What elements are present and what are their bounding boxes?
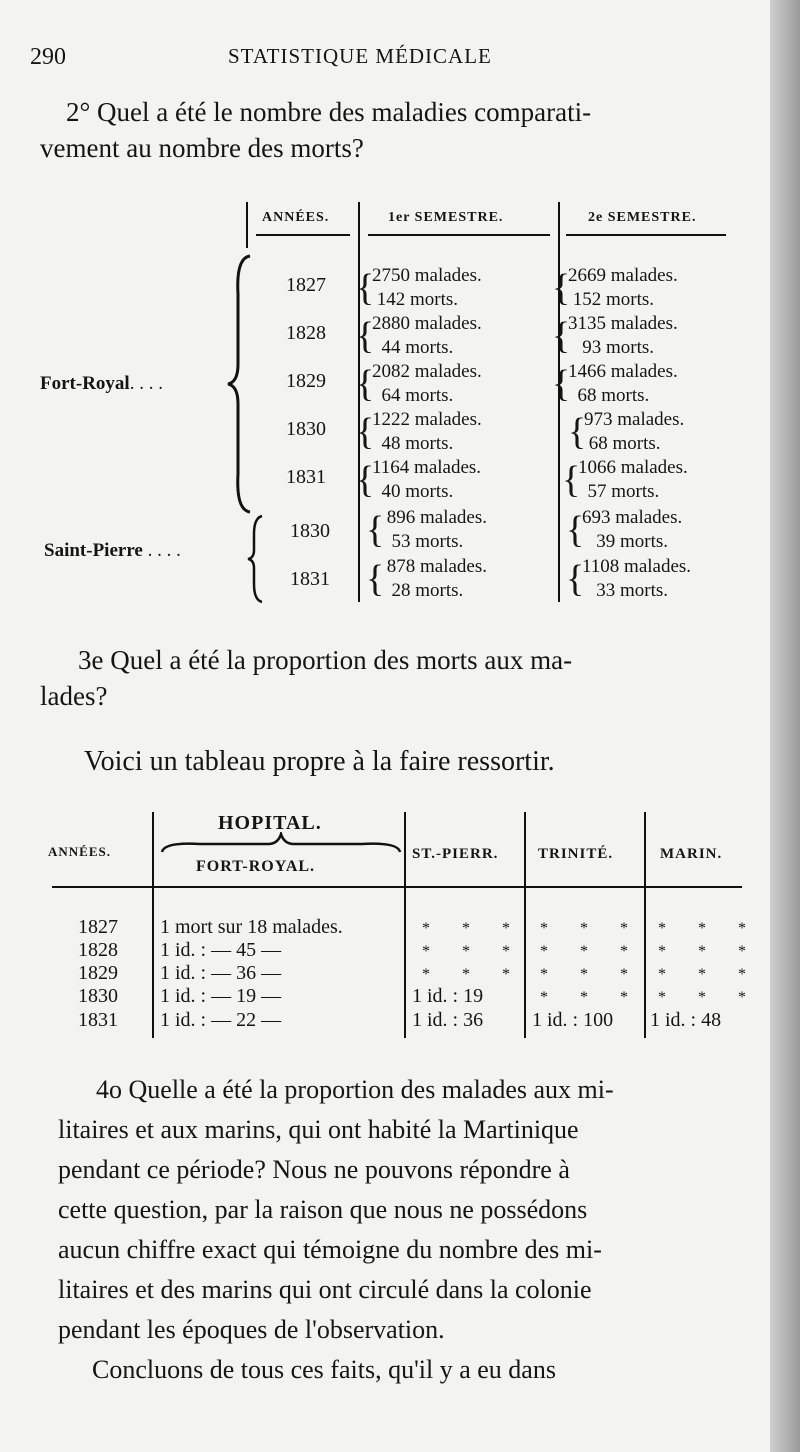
year-1831-saint-pierre: 1831 [290, 568, 330, 590]
table2-st-pierre-value: 1 id. : 36 [412, 1009, 484, 1031]
table2-year: 1827 [78, 916, 118, 938]
question-4-line-1: 4o Quelle a été la proportion des malades aux mi- [96, 1075, 614, 1104]
question-3-line-2: lades? [40, 681, 108, 711]
question-3-paragraph [40, 642, 760, 714]
table2-trinite-value: * * * [540, 989, 642, 1006]
group-label-fort-royal: Fort-Royal. . . . [40, 373, 163, 394]
question-2-paragraph [40, 94, 760, 166]
table2-marin-value: 1 id. : 48 [650, 1009, 722, 1031]
question-2-line-1: 2° Quel a été le nombre des maladies comparati- [66, 97, 592, 127]
table2-marin-value: * * * [658, 920, 760, 937]
page-number: 290 [30, 44, 66, 70]
running-head: STATISTIQUE MÉDICALE [228, 44, 492, 68]
table2-year: 1829 [78, 962, 118, 984]
year-1828: 1828 [286, 322, 326, 344]
table2-year: 1830 [78, 985, 118, 1007]
table2-marin-value: * * * [658, 989, 760, 1006]
question-4-line-6: litaires et des marins qui ont circulé dans la colonie [58, 1275, 592, 1304]
year-1830: 1830 [286, 418, 326, 440]
question-4-line-4: cette question, par la raison que nous ne possédons [58, 1195, 588, 1224]
table2-fort-royal-value: 1 id. : — 19 — [160, 985, 282, 1007]
table2-header-marin: MARIN. [660, 846, 723, 862]
s1-entry-1827: { 2750 malades. 142 morts. [356, 265, 482, 310]
table1-header-underline-2 [368, 234, 550, 236]
page-gutter-shadow [770, 0, 800, 1452]
table2-trinite-value: * * * [540, 920, 642, 937]
table2-year: 1828 [78, 939, 118, 961]
table2-st-pierre-value: * * * [422, 920, 524, 937]
s2-entry-1830: { 973 malades. 68 morts. [568, 409, 685, 454]
question-2-line-2: vement au nombre des morts? [40, 133, 364, 163]
table2-fort-royal-value: 1 mort sur 18 malades. [160, 916, 343, 938]
year-1829: 1829 [286, 370, 326, 392]
year-1831: 1831 [286, 466, 326, 488]
s1-entry-1830-saint-pierre: { 896 malades. 53 morts. [366, 507, 488, 552]
group-label-saint-pierre: Saint-Pierre . . . . [44, 540, 181, 561]
table2-st-pierre-value: 1 id. : 19 [412, 985, 484, 1007]
table2-header-underline [52, 886, 742, 888]
hopital-brace [160, 832, 402, 856]
s2-entry-1830-saint-pierre: { 693 malades. 39 morts. [566, 507, 683, 552]
table1-header-underline-3 [566, 234, 726, 236]
s2-entry-1831: { 1066 malades. 57 morts. [562, 457, 688, 502]
question-4-line-5: aucun chiffre exact qui témoigne du nombre des mi- [58, 1235, 602, 1264]
table1-header-semester-1: 1er SEMESTRE. [388, 210, 504, 225]
table2-year: 1831 [78, 1009, 118, 1031]
table1-rule-left [246, 202, 248, 248]
table2-marin-value: * * * [658, 943, 760, 960]
table2-trinite-value: 1 id. : 100 [532, 1009, 614, 1031]
question-4-line-3: pendant ce période? Nous ne pouvons répondre à [58, 1155, 570, 1184]
s1-entry-1829: { 2082 malades. 64 morts. [356, 361, 482, 406]
question-4-paragraph [40, 1070, 760, 1390]
table2-rule-2 [404, 812, 406, 1038]
year-1830-saint-pierre: 1830 [290, 520, 330, 542]
table2-trinite-value: * * * [540, 943, 642, 960]
s2-entry-1827: { 2669 malades. 152 morts. [552, 265, 678, 310]
fort-royal-brace [226, 254, 256, 514]
table2-st-pierre-value: * * * [422, 966, 524, 983]
table1-header-years: ANNÉES. [262, 210, 330, 225]
s1-entry-1831: { 1164 malades. 40 morts. [356, 457, 482, 502]
s2-entry-1829: { 1466 malades. 68 morts. [552, 361, 678, 406]
table2-header-years: ANNÉES. [48, 844, 111, 859]
table2-st-pierre-value: * * * [422, 943, 524, 960]
s1-entry-1831-saint-pierre: { 878 malades. 28 morts. [366, 556, 488, 601]
question-4-line-7: pendant les époques de l'observation. [58, 1315, 445, 1344]
table1-header-underline-1 [256, 234, 350, 236]
table2-header-fort-royal: FORT-ROYAL. [196, 858, 316, 875]
saint-pierre-brace [246, 514, 266, 604]
table2-fort-royal-value: 1 id. : — 22 — [160, 1009, 282, 1031]
question-4-line-2: litaires et aux marins, qui ont habité la Martinique [58, 1115, 579, 1144]
s2-entry-1831-saint-pierre: { 1108 malades. 33 morts. [566, 556, 692, 601]
table2-header-hopital: HOPITAL. [218, 812, 322, 834]
table2-rule-4 [644, 812, 646, 1038]
s2-entry-1828: { 3135 malades. 93 morts. [552, 313, 678, 358]
table2-fort-royal-value: 1 id. : — 36 — [160, 962, 282, 984]
table2-rule-3 [524, 812, 526, 1038]
table2-header-trinite: TRINITÉ. [538, 846, 614, 862]
table2-header-st-pierre: ST.-PIERR. [412, 846, 499, 862]
table1-header-semester-2: 2e SEMESTRE. [588, 210, 697, 225]
table2-marin-value: * * * [658, 966, 760, 983]
table2-trinite-value: * * * [540, 966, 642, 983]
diseases-deaths-table [0, 200, 770, 610]
table2-fort-royal-value: 1 id. : — 45 — [160, 939, 282, 961]
s1-entry-1828: { 2880 malades. 44 morts. [356, 313, 482, 358]
question-4-line-8: Concluons de tous ces faits, qu'il y a eu dans [92, 1355, 556, 1384]
table2-rule-1 [152, 812, 154, 1038]
question-3-line-1: 3e Quel a été la proportion des morts aux ma- [78, 645, 573, 675]
s1-entry-1830: { 1222 malades. 48 morts. [356, 409, 482, 454]
mortality-proportion-table [0, 808, 770, 1048]
year-1827: 1827 [286, 274, 326, 296]
table-intro: Voici un tableau propre à la faire ressortir. [84, 746, 555, 777]
